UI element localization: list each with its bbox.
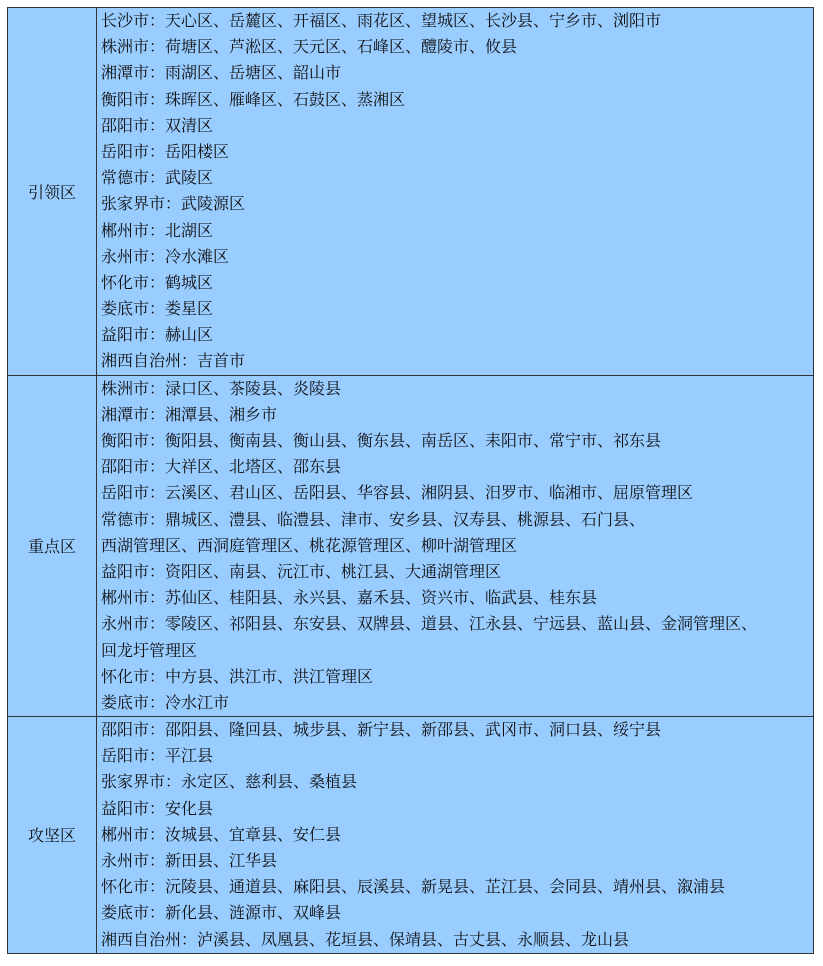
district-line: 岳阳市：岳阳楼区	[101, 141, 230, 161]
district-line: 湘潭市：雨湖区、岳塘区、韶山市	[101, 63, 342, 83]
district-line: 怀化市：鹤城区	[101, 272, 214, 292]
district-line: 株洲市：荷塘区、芦淞区、天元区、石峰区、醴陵市、攸县	[101, 37, 518, 57]
category-label: 引领区	[8, 8, 97, 376]
district-line: 回龙圩管理区	[101, 640, 198, 660]
district-line: 岳阳市：云溪区、君山区、岳阳县、华容县、湘阴县、汨罗市、临湘市、屈原管理区	[101, 483, 694, 503]
district-line: 怀化市：沅陵县、通道县、麻阳县、辰溪县、新晃县、芷江县、会同县、靖州县、溆浦县	[101, 877, 726, 897]
district-line: 邵阳市：邵阳县、隆回县、城步县、新宁县、新邵县、武冈市、洞口县、绥宁县	[101, 720, 662, 740]
district-line: 岳阳市：平江县	[101, 746, 214, 766]
district-line: 娄底市：新化县、涟源市、双峰县	[101, 903, 342, 923]
district-line: 张家界市：永定区、慈利县、桑植县	[101, 772, 358, 792]
district-line: 怀化市：中方县、洪江市、洪江管理区	[101, 666, 374, 686]
district-line: 衡阳市：衡阳县、衡南县、衡山县、衡东县、南岳区、耒阳市、常宁市、祁东县	[101, 431, 662, 450]
district-line: 郴州市：北湖区	[101, 220, 214, 240]
district-line: 邵阳市：大祥区、北塔区、邵东县	[101, 457, 342, 477]
region-table	[7, 7, 814, 954]
district-line: 湘潭市：湘潭县、湘乡市	[101, 404, 278, 424]
category-label: 重点区	[8, 375, 97, 716]
district-line: 常德市：武陵区	[101, 168, 214, 188]
district-line: 长沙市：天心区、岳麓区、开福区、雨花区、望城区、长沙县、宁乡市、浏阳市	[101, 11, 662, 30]
district-line: 张家界市：武陵源区	[101, 194, 246, 214]
region-row	[8, 375, 814, 716]
district-line: 永州市：冷水滩区	[101, 246, 230, 266]
district-line: 益阳市：赫山区	[101, 325, 214, 345]
region-row	[8, 8, 814, 376]
district-line: 郴州市：汝城县、宜章县、安仁县	[101, 824, 342, 844]
district-line: 衡阳市：珠晖区、雁峰区、石鼓区、蒸湘区	[101, 89, 406, 109]
district-line: 永州市：零陵区、祁阳县、东安县、双牌县、道县、江永县、宁远县、蓝山县、金洞管理区、	[101, 614, 758, 634]
district-line: 邵阳市：双清区	[101, 115, 214, 135]
region-table-body	[8, 8, 814, 954]
district-line: 娄底市：冷水江市	[101, 692, 230, 712]
district-line: 株洲市：渌口区、茶陵县、炎陵县	[101, 378, 342, 398]
district-line: 西湖管理区、西洞庭管理区、桃花源管理区、柳叶湖管理区	[101, 535, 518, 555]
district-line: 湘西自治州：泸溪县、凤凰县、花垣县、保靖县、古丈县、永顺县、龙山县	[101, 929, 630, 949]
district-list	[97, 375, 814, 716]
district-list	[97, 717, 814, 954]
district-line: 娄底市：娄星区	[101, 299, 214, 319]
district-line: 益阳市：安化县	[101, 798, 214, 818]
district-line: 湘西自治州：吉首市	[101, 351, 246, 371]
district-line: 郴州市：苏仙区、桂阳县、永兴县、嘉禾县、资兴市、临武县、桂东县	[101, 588, 598, 608]
category-label: 攻坚区	[8, 717, 97, 954]
district-list	[97, 8, 814, 376]
district-line: 永州市：新田县、江华县	[101, 851, 278, 870]
region-row	[8, 717, 814, 954]
district-line: 益阳市：资阳区、南县、沅江市、桃江县、大通湖管理区	[101, 561, 502, 581]
district-line: 常德市：鼎城区、澧县、临澧县、津市、安乡县、汉寿县、桃源县、石门县、	[101, 509, 646, 529]
